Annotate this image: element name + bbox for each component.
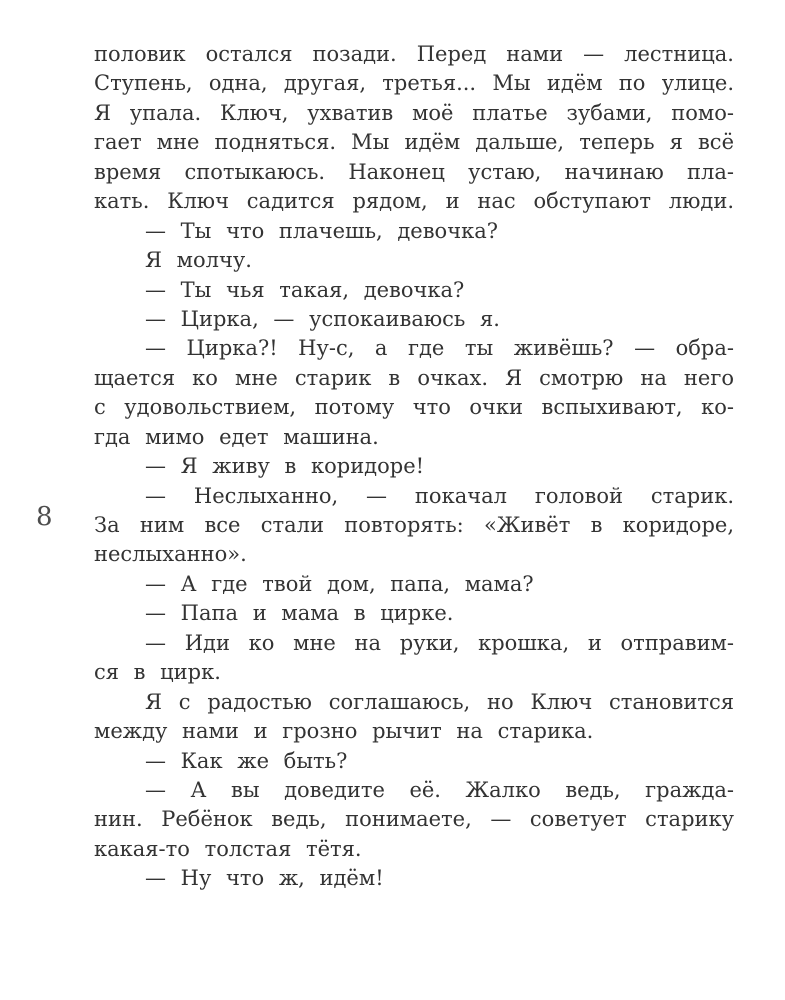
text-line: нин. Ребёнок ведь, понимаете, — советует старику: [94, 807, 734, 832]
text-line: — Иди ко мне на руки, крошка, и отправим-: [145, 630, 734, 655]
text-line: между нами и грозно рычит на старика.: [94, 719, 594, 744]
text-line: время спотыкаюсь. Наконец устаю, начинаю пла-: [94, 159, 734, 184]
text-line: кать. Ключ садится рядом, и нас обступают люди.: [94, 189, 734, 214]
text-line: — Неслыханно, — покачал головой старик.: [145, 483, 734, 508]
text-line: — Ну что ж, идём!: [145, 866, 384, 891]
text-line: — Цирка, — успокаиваюсь я.: [145, 306, 500, 331]
text-line: гда мимо едет машина.: [94, 424, 379, 449]
text-line: — Ты чья такая, девочка?: [145, 277, 465, 302]
text-line: Я упала. Ключ, ухватив моё платье зубами, помо-: [94, 100, 734, 125]
text-line: неслыханно».: [94, 542, 247, 567]
text-line: Ступень, одна, другая, третья... Мы идём по улице.: [94, 71, 734, 96]
text-line: — Цирка?! Ну-с, а где ты живёшь? — обра-: [145, 336, 734, 361]
text-line: Я с радостью соглашаюсь, но Ключ становится: [145, 689, 734, 714]
text-line: половик остался позади. Перед нами — лестница.: [94, 42, 734, 66]
text-line: — А вы доведите её. Жалко ведь, гражда-: [145, 777, 734, 802]
text-line: — А где твой дом, папа, мама?: [145, 571, 534, 596]
text-block: [94, 40, 734, 894]
text-line: — Ты что плачешь, девочка?: [145, 218, 498, 243]
text-line: — Как же быть?: [145, 748, 348, 773]
text-line: — Я живу в коридоре!: [145, 454, 425, 479]
text-line: гает мне подняться. Мы идём дальше, теперь я всё: [94, 130, 734, 155]
text-line: За ним все стали повторять: «Живёт в коридоре,: [94, 513, 734, 537]
text-line: Я молчу.: [145, 248, 252, 273]
text-line: — Папа и мама в цирке.: [145, 601, 454, 626]
text-line: ся в цирк.: [94, 660, 221, 685]
text-line: какая-то толстая тётя.: [94, 836, 362, 861]
text-line: с удовольствием, потому что очки вспыхивают, ко-: [94, 395, 734, 420]
text-line: щается ко мне старик в очках. Я смотрю на него: [94, 365, 734, 390]
page-number: 8: [36, 502, 53, 532]
